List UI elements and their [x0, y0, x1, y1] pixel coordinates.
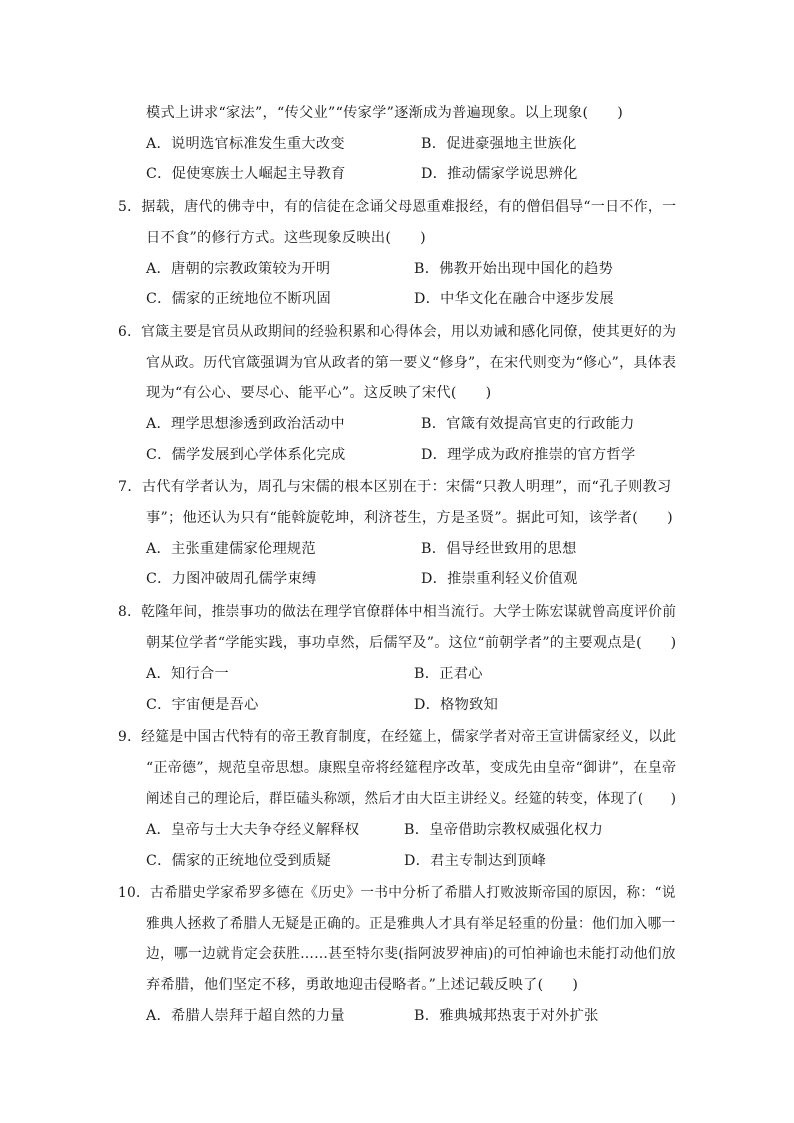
- question-4-option-c[interactable]: C．促使寒族士人崛起主导教育: [146, 166, 346, 182]
- question-4-text-line: 模式上讲求“家法”，“传父业”“传家学”逐渐成为普遍现象。以上现象( ): [146, 105, 624, 121]
- question-10-line-3: 边，哪一边就肯定会获胜……甚至特尔斐(指阿波罗神庙)的可怕神谕也未能打动他们放: [146, 946, 676, 962]
- question-8-option-b[interactable]: B．正君心: [414, 666, 483, 682]
- question-5-line-1: 5．据载，唐代的佛寺中，有的信徒在念诵父母恩重难报经，有的僧侣倡导“一日不作，一: [118, 199, 677, 215]
- question-8-line-1: 8．乾隆年间，推崇事功的做法在理学官僚群体中相当流行。大学士陈宏谋就曾高度评价前: [118, 604, 677, 620]
- question-5-option-c[interactable]: C．儒家的正统地位不断巩固: [146, 291, 332, 307]
- question-8-option-c[interactable]: C．宇宙便是吾心: [146, 697, 259, 713]
- question-9-line-1: 9．经筵是中国古代特有的帝王教育制度，在经筵上，儒家学者对帝王宣讲儒家经义，以此: [118, 729, 677, 745]
- question-9-option-d[interactable]: D．君主专制达到顶峰: [404, 853, 547, 869]
- question-9-line-3: 阐述自己的理论后，群臣磕头称颂，然后才由大臣主讲经义。经筵的转变，体现了( ): [146, 791, 677, 807]
- question-6-line-1: 6．官箴主要是官员从政期间的经验积累和心得体会，用以劝诫和感化同僚，使其更好的为: [118, 324, 677, 340]
- question-6-option-a[interactable]: A．理学思想渗透到政治活动中: [146, 416, 345, 432]
- question-4-option-d[interactable]: D．推动儒家学说思辨化: [421, 166, 578, 182]
- question-7-option-a[interactable]: A．主张重建儒家伦理规范: [146, 541, 316, 557]
- question-5-line-2: 日不食”的修行方式。这些现象反映出( ): [146, 230, 426, 246]
- question-6-line-3: 现为“有公心、要尽心、能平心”。这反映了宋代( ): [146, 385, 492, 401]
- question-9-option-a[interactable]: A．皇帝与士大夫争夺经义解释权: [146, 822, 360, 838]
- question-7-option-c[interactable]: C．力图冲破周孔儒学束缚: [146, 571, 317, 587]
- question-9-option-c[interactable]: C．儒家的正统地位受到质疑: [146, 853, 332, 869]
- question-7-option-d[interactable]: D．推崇重利轻义价值观: [421, 571, 578, 587]
- question-5-option-a[interactable]: A．唐朝的宗教政策较为开明: [146, 261, 331, 277]
- question-10-option-a[interactable]: A．希腊人崇拜于超自然的力量: [146, 1008, 345, 1024]
- question-7-option-b[interactable]: B．倡导经世致用的思想: [421, 541, 577, 557]
- question-10-line-1: 10．古希腊史学家希罗多德在《历史》一书中分析了希腊人打败波斯帝国的原因，称：“说: [118, 885, 676, 901]
- question-10-line-4: 弃希腊，他们坚定不移，勇敢地迎击侵略者。”上述记载反映了( ): [146, 977, 579, 993]
- question-8-line-2: 朝某位学者“学能实践，事功卓然，后儒罕及”。这位“前朝学者”的主要观点是( ): [146, 635, 677, 651]
- question-5-option-b[interactable]: B．佛教开始出现中国化的趋势: [414, 261, 614, 277]
- question-10-line-2: 雅典人拯救了希腊人无疑是正确的。正是雅典人才具有举足轻重的份量：他们加入哪一: [146, 916, 676, 932]
- question-7-line-1: 7．古代有学者认为，周孔与宋儒的根本区别在于：宋儒“只教人明理”，而“孔子则教习: [118, 479, 672, 495]
- question-7-line-2: 事”；他还认为只有“能斡旋乾坤，利济苍生，方是圣贤”。据此可知，该学者( ): [146, 510, 673, 526]
- question-8-option-d[interactable]: D．格物致知: [414, 697, 499, 713]
- question-9-option-b[interactable]: B．皇帝借助宗教权威强化权力: [404, 822, 604, 838]
- question-5-option-d[interactable]: D．中华文化在融合中逐步发展: [414, 291, 615, 307]
- question-4-option-a[interactable]: A．说明选官标准发生重大改变: [146, 136, 345, 152]
- question-6-option-b[interactable]: B．官箴有效提高官吏的行政能力: [421, 416, 635, 432]
- question-9-line-2: “正帝德”，规范皇帝思想。康熙皇帝将经筵程序改革，变成先由皇帝“御讲”，在皇帝: [146, 760, 677, 776]
- question-8-option-a[interactable]: A．知行合一: [146, 666, 229, 682]
- question-6-option-c[interactable]: C．儒学发展到心学体系化完成: [146, 447, 346, 463]
- question-6-option-d[interactable]: D．理学成为政府推崇的官方哲学: [421, 447, 636, 463]
- question-10-option-b[interactable]: B．雅典城邦热衷于对外扩张: [414, 1008, 599, 1024]
- question-4-option-b[interactable]: B．促进豪强地主世族化: [421, 136, 577, 152]
- question-6-line-2: 官从政。历代官箴强调为官从政者的第一要义“修身”，在宋代则变为“修心”，具体表: [146, 355, 677, 371]
